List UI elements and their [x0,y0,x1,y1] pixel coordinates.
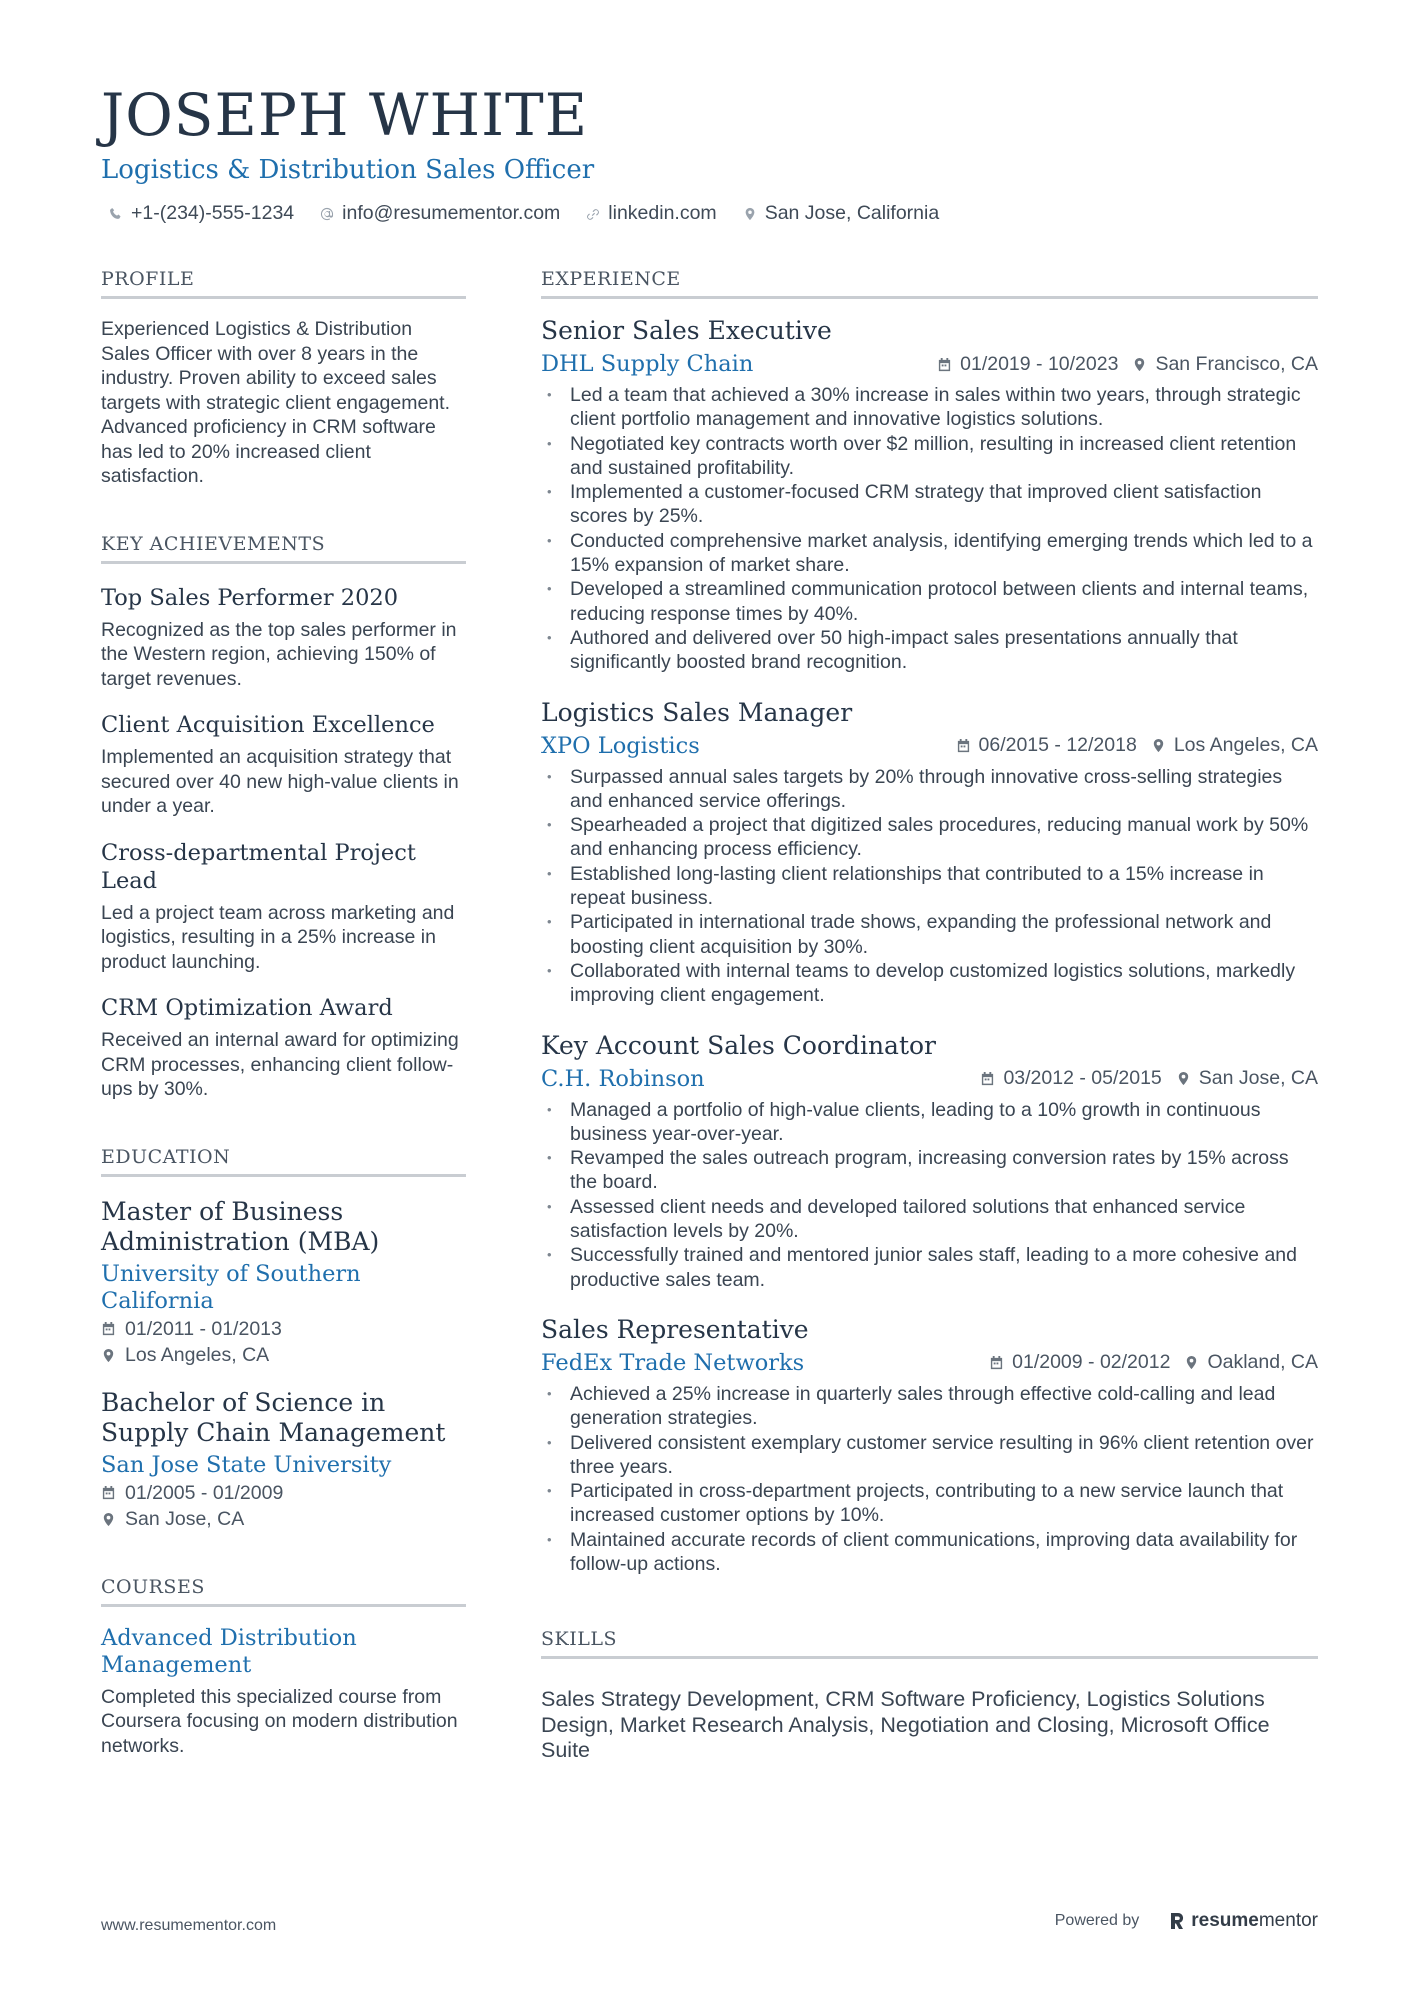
job-bullets [541,765,1318,1008]
profile-section [101,268,466,489]
calendar-icon [980,1071,995,1086]
resumementor-logo-icon [1169,1911,1185,1931]
list-item: • Managed a portfolio of high-value clients, leading to a 10% growth in continuous business year-over-year. [541,1098,1318,1147]
map-pin-icon [1184,1355,1199,1370]
job-location: San Jose, CA [1176,1067,1318,1090]
company-name: C.H. Robinson [541,1065,705,1092]
achievement-text: Led a project team across marketing and logistics, resulting in a 25% increase in product launching. [101,901,455,973]
list-item: • Participated in cross-department projects, contributing to a new service launch that increased customer options by 10%. [541,1479,1318,1528]
powered-by-label: Powered by [1054,1912,1140,1929]
calendar-icon [937,357,952,372]
phone-icon [109,207,123,221]
contact-email[interactable] [320,202,560,225]
calendar-icon [101,1485,116,1500]
achievements-section [101,533,466,1102]
list-item: • Revamped the sales outreach program, increasing conversion rates by 15% across the board. [541,1146,1318,1195]
job-location: Oakland, CA [1184,1351,1318,1374]
calendar-icon [101,1321,116,1336]
link-icon [586,207,600,221]
job-entry [541,1314,1318,1576]
achievement-item [101,711,466,819]
degree: Bachelor of Science in Supply Chain Management [101,1387,446,1447]
education-heading: EDUCATION [101,1146,466,1177]
list-item: • Developed a streamlined communication protocol between clients and internal teams, reducing response times by 40%. [541,577,1318,626]
achievement-title: Client Acquisition Excellence [101,712,435,738]
email-text: info@resumementor.com [342,202,561,224]
linkedin-text: linkedin.com [608,202,717,224]
contact-linkedin[interactable] [586,202,716,225]
brand-logo[interactable] [1169,1910,1318,1932]
job-dates: 01/2019 - 10/2023 [937,353,1118,376]
list-item: • Assessed client needs and developed tailored solutions that enhanced service satisfaction levels by 20%. [541,1195,1318,1244]
achievement-title: CRM Optimization Award [101,995,393,1021]
education-dates: 01/2011 - 01/2013 [101,1317,466,1342]
job-entry-title: Sales Representative [541,1314,809,1344]
brand-name-a: resume [1191,1910,1259,1931]
job-location: San Francisco, CA [1132,353,1318,376]
list-item: • Achieved a 25% increase in quarterly sales through effective cold-calling and lead generation strategies. [541,1382,1318,1431]
job-entry-title: Logistics Sales Manager [541,697,853,727]
list-item: • Collaborated with internal teams to develop customized logistics solutions, markedly improving client engagement. [541,959,1318,1008]
course-title: Advanced Distribution Management [101,1624,357,1678]
contact-bar [101,202,1321,225]
map-pin-icon [101,1512,116,1527]
experience-section [541,268,1318,1576]
list-item: • Negotiated key contracts worth over $2 million, resulting in increased client retention and sustained profitability. [541,432,1318,481]
job-dates: 03/2012 - 05/2015 [980,1067,1161,1090]
location-text: San Jose, California [764,202,940,224]
list-item: • Participated in international trade shows, expanding the professional network and boosting client acquisition by 30%. [541,910,1318,959]
company-name: FedEx Trade Networks [541,1349,805,1376]
achievements-heading: KEY ACHIEVEMENTS [101,533,466,564]
job-title: Logistics & Distribution Sales Officer [101,155,595,185]
brand-name-b: mentor [1258,1910,1318,1931]
job-location: Los Angeles, CA [1151,734,1318,757]
skills-text: Sales Strategy Development, CRM Software Proficiency, Logistics Solutions Design, Market Research Analysis, Negotiation and Closing, Microsoft Office Suite [541,1687,1270,1763]
achievement-text: Recognized as the top sales performer in the Western region, achieving 150% of target revenues. [101,618,457,690]
company-name: DHL Supply Chain [541,351,754,377]
contact-phone[interactable] [109,202,294,225]
education-section [101,1146,466,1532]
job-entry [541,315,1318,675]
list-item: • Conducted comprehensive market analysis, identifying emerging trends which led to a 15% expansion of market share. [541,529,1318,578]
school: University of Southern California [101,1260,361,1314]
job-bullets [541,1382,1318,1576]
list-item: • Maintained accurate records of client communications, improving data availability for follow-up actions. [541,1528,1318,1577]
resume-header [101,82,1321,225]
job-bullets [541,383,1318,675]
company-name: XPO Logistics [541,732,700,759]
calendar-icon [956,738,971,753]
achievement-title: Top Sales Performer 2020 [101,584,399,611]
degree: Master of Business Administration (MBA) [101,1196,380,1256]
calendar-icon [989,1355,1004,1370]
achievement-title: Cross-departmental Project Lead [101,839,416,894]
job-entry-title: Key Account Sales Coordinator [541,1030,937,1060]
achievement-text: Implemented an acquisition strategy that secured over 40 new high-value clients in under a year. [101,746,459,817]
education-location: San Jose, CA [101,1507,466,1532]
achievement-item [101,839,466,975]
achievement-text: Received an internal award for optimizing CRM processes, enhancing client follow-ups by 30%. [101,1029,459,1100]
job-dates: 01/2009 - 02/2012 [989,1351,1170,1374]
courses-heading: COURSES [101,1576,466,1607]
job-bullets [541,1098,1318,1292]
list-item: • Established long-lasting client relationships that contributed to a 15% increase in repeat business. [541,862,1318,911]
achievement-item [101,584,466,692]
map-pin-icon [1132,357,1147,372]
list-item: • Led a team that achieved a 30% increase in sales within two years, through strategic client portfolio management and innovative logistics solutions. [541,383,1318,432]
job-entry-title: Senior Sales Executive [541,316,832,345]
list-item: • Surpassed annual sales targets by 20% through innovative cross-selling strategies and enhanced service offerings. [541,765,1318,814]
achievement-item [101,994,466,1102]
job-entry [541,697,1318,1008]
experience-heading: EXPERIENCE [541,268,1318,299]
profile-heading: PROFILE [101,268,466,299]
list-item: • Authored and delivered over 50 high-impact sales presentations annually that significantly boosted brand recognition. [541,626,1318,675]
skills-section [541,1628,1318,1764]
right-column [541,268,1318,1764]
at-icon [320,207,334,221]
school: San Jose State University [101,1451,392,1478]
job-entry [541,1030,1318,1292]
list-item: • Implemented a customer-focused CRM strategy that improved client satisfaction scores by 25%. [541,480,1318,529]
map-pin-icon [1176,1071,1191,1086]
list-item: • Spearheaded a project that digitized sales procedures, reducing manual work by 50% and enhancing process efficiency. [541,813,1318,862]
profile-text: Experienced Logistics & Distribution Sales Officer with over 8 years in the industry. Proven ability to exceed sales targets with strategic client engagement. Advanced proficiency in CRM software has led to 20% increased client satisfaction. [101,318,451,487]
list-item: • Delivered consistent exemplary customer service resulting in 96% client retention over three years. [541,1431,1318,1480]
education-item [101,1197,466,1368]
left-column [101,268,466,1802]
contact-location [743,202,940,225]
map-pin-icon [101,1348,116,1363]
footer-branding [1055,1910,1318,1932]
course-text: Completed this specialized course from Coursera focusing on modern distribution networks. [101,1685,458,1757]
candidate-name: JOSEPH WHITE [101,81,589,149]
education-dates: 01/2005 - 01/2009 [101,1481,466,1506]
phone-text: +1-(234)-555-1234 [131,202,295,224]
map-pin-icon [1151,738,1166,753]
courses-section [101,1576,466,1759]
education-location: Los Angeles, CA [101,1343,466,1368]
list-item: • Successfully trained and mentored junior sales staff, leading to a more cohesive and productive sales team. [541,1243,1318,1292]
footer-website[interactable]: www.resumementor.com [101,1917,277,1934]
map-pin-icon [743,207,757,221]
job-dates: 06/2015 - 12/2018 [956,734,1137,757]
skills-heading: SKILLS [541,1628,1318,1659]
education-item [101,1388,466,1532]
